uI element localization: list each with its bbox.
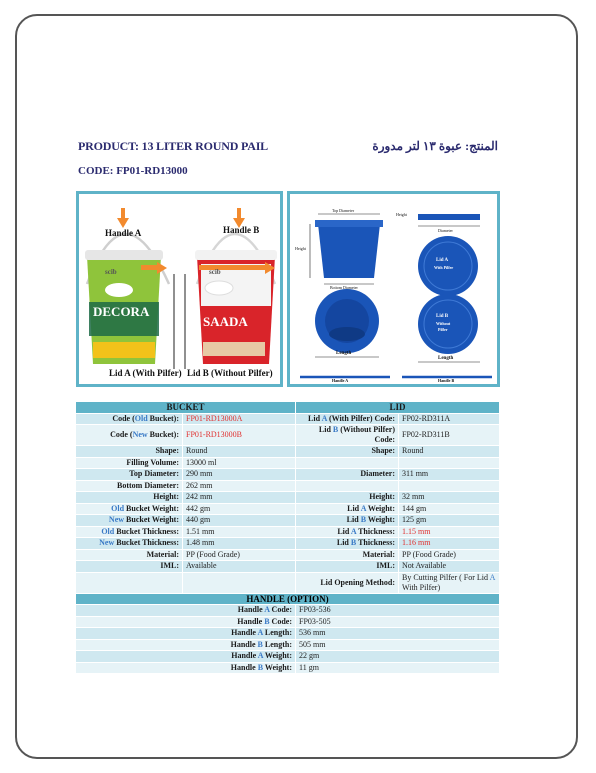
cell-value: 22 gm [296, 651, 500, 663]
table-row [76, 549, 500, 561]
cell-value: 440 gm [183, 515, 296, 527]
table-row [76, 538, 500, 550]
cell-value: FP01-RD13000A [183, 413, 296, 425]
cell-empty [399, 480, 500, 492]
cell-label: Height: [76, 492, 183, 504]
cell-value: Round [183, 446, 296, 458]
cell-label: Top Diameter: [76, 469, 183, 481]
lid-a-shape [85, 250, 163, 260]
cell-label: Handle B Weight: [76, 662, 296, 674]
cell-value: 536 mm [296, 628, 500, 640]
lid-a-label: Lid A (With Pilfer) [109, 368, 182, 378]
cell-value: 11 gm [296, 662, 500, 674]
cell-empty [399, 457, 500, 469]
cell-label: New Bucket Weight: [76, 515, 183, 527]
lid-b-shape [195, 250, 277, 260]
cell-value: 1.15 mm [399, 526, 500, 538]
table-row [76, 572, 500, 593]
lid-side-shape [418, 214, 480, 220]
table-row [76, 526, 500, 538]
bucket-header: BUCKET [76, 402, 296, 414]
cell-value: 311 mm [399, 469, 500, 481]
table-row [76, 616, 500, 628]
cell-label: Old Bucket Weight: [76, 503, 183, 515]
lid-diameter-label: Diameter [438, 228, 453, 233]
cell-label: Code (New Bucket): [76, 425, 183, 446]
cell-label: New Bucket Thickness: [76, 538, 183, 550]
product-code: CODE: FP01-RD13000 [78, 165, 188, 177]
cell-value: 505 mm [296, 639, 500, 651]
cell-label: IML: [76, 561, 183, 573]
cell-label: Bottom Diameter: [76, 480, 183, 492]
cell-label: Lid A (With Pilfer) Code: [296, 413, 399, 425]
table-row [76, 515, 500, 527]
table-header-row [76, 402, 500, 414]
cell-label: Lid Opening Method: [296, 572, 399, 593]
cell-value: Not Available [399, 561, 500, 573]
lid-height-label: Height [396, 212, 407, 217]
bucket-side-shape [318, 224, 380, 278]
pail-drawings [290, 194, 497, 384]
cell-label: Code (Old Bucket): [76, 413, 183, 425]
logo-a: scib [105, 268, 117, 276]
table-row [76, 413, 500, 425]
pails-illustration [79, 194, 280, 384]
cell-value: Round [399, 446, 500, 458]
lid-header: LID [296, 402, 500, 414]
top-diameter-label: Top Diameter [332, 208, 355, 213]
cell-label: Handle B Length: [76, 639, 296, 651]
table-row [76, 457, 500, 469]
spec-table [75, 401, 500, 674]
cell-value: PP (Food Grade) [183, 549, 296, 561]
cell-value: Available [183, 561, 296, 573]
length-label: Length [336, 351, 352, 356]
handle-b-label: Handle B [223, 225, 260, 235]
handle-a-diagram-label: Handle A [332, 378, 349, 383]
cell-label: Material: [76, 549, 183, 561]
table-row [76, 662, 500, 674]
cell-value: PP (Food Grade) [399, 549, 500, 561]
cell-label: Handle A Weight: [76, 651, 296, 663]
cell-value: 13000 ml [183, 457, 296, 469]
cell-value: 262 mm [183, 480, 296, 492]
cell-value: 144 gm [399, 503, 500, 515]
cell-empty [183, 572, 296, 593]
handle-header: HANDLE (OPTION) [76, 593, 500, 605]
logo-b: scib [209, 268, 221, 276]
cell-value: 442 gm [183, 503, 296, 515]
height-label: Height [295, 246, 306, 251]
table-row [76, 561, 500, 573]
cell-label: Material: [296, 549, 399, 561]
cell-value: FP03-536 [296, 605, 500, 617]
cell-value: 1.48 mm [183, 538, 296, 550]
cell-value: By Cutting Pilfer ( For Lid A With Pilfer) [399, 572, 500, 593]
handle-header-row [76, 593, 500, 605]
cell-empty [296, 480, 399, 492]
table-row [76, 639, 500, 651]
cell-label: Shape: [296, 446, 399, 458]
cell-value: 242 mm [183, 492, 296, 504]
length-label-2: Length [438, 356, 454, 361]
cell-value: FP01-RD13000B [183, 425, 296, 446]
cell-label: IML: [296, 561, 399, 573]
table-row [76, 469, 500, 481]
lid-a-diagram-sub: With Pilfer [434, 265, 454, 270]
bottom-diameter-label: Bottom Diameter [330, 285, 358, 290]
lid-a-diagram-label: Lid A [436, 258, 449, 263]
cell-label: Lid A Weight: [296, 503, 399, 515]
cell-value: 1.16 mm [399, 538, 500, 550]
cell-value: FP02-RD311B [399, 425, 500, 446]
cell-label: Filling Volume: [76, 457, 183, 469]
cell-value: FP03-505 [296, 616, 500, 628]
lid-b-diagram-sub1: Without [436, 321, 451, 326]
brand-b: SAADA [203, 314, 248, 329]
table-row [76, 628, 500, 640]
table-row [76, 651, 500, 663]
cell-label: Old Bucket Thickness: [76, 526, 183, 538]
product-title: PRODUCT: 13 LITER ROUND PAIL [78, 139, 268, 153]
table-row [76, 605, 500, 617]
cell-value: 290 mm [183, 469, 296, 481]
product-photo [76, 191, 283, 387]
lid-b-diagram-sub2: Pilfer [438, 327, 448, 332]
cell-label: Diameter: [296, 469, 399, 481]
cell-label: Lid A Thickness: [296, 526, 399, 538]
table-row [76, 492, 500, 504]
lid-b-label: Lid B (Without Pilfer) [187, 368, 273, 378]
cell-label: Handle A Code: [76, 605, 296, 617]
cell-label: Handle B Code: [76, 616, 296, 628]
table-row [76, 425, 500, 446]
table-row [76, 480, 500, 492]
cell-empty [76, 572, 183, 593]
lid-b-diagram-label: Lid B [436, 314, 449, 319]
cell-label: Lid B Thickness: [296, 538, 399, 550]
handle-b-diagram-label: Handle B [438, 378, 455, 383]
brand-a: DECORA [93, 304, 150, 319]
cell-value: FP02-RD311A [399, 413, 500, 425]
cell-value: 1.51 mm [183, 526, 296, 538]
cell-value: 32 mm [399, 492, 500, 504]
cell-empty [296, 457, 399, 469]
dimension-diagram [287, 191, 500, 387]
cell-label: Lid B Weight: [296, 515, 399, 527]
product-title-arabic: المنتج: عبوة ١٣ لتر مدورة [372, 139, 498, 153]
cell-label: Lid B (Without Pilfer) Code: [296, 425, 399, 446]
table-row [76, 503, 500, 515]
cell-label: Handle A Length: [76, 628, 296, 640]
handle-a-label: Handle A [105, 228, 142, 238]
cell-label: Shape: [76, 446, 183, 458]
cell-value: 125 gm [399, 515, 500, 527]
table-row [76, 446, 500, 458]
cell-label: Height: [296, 492, 399, 504]
